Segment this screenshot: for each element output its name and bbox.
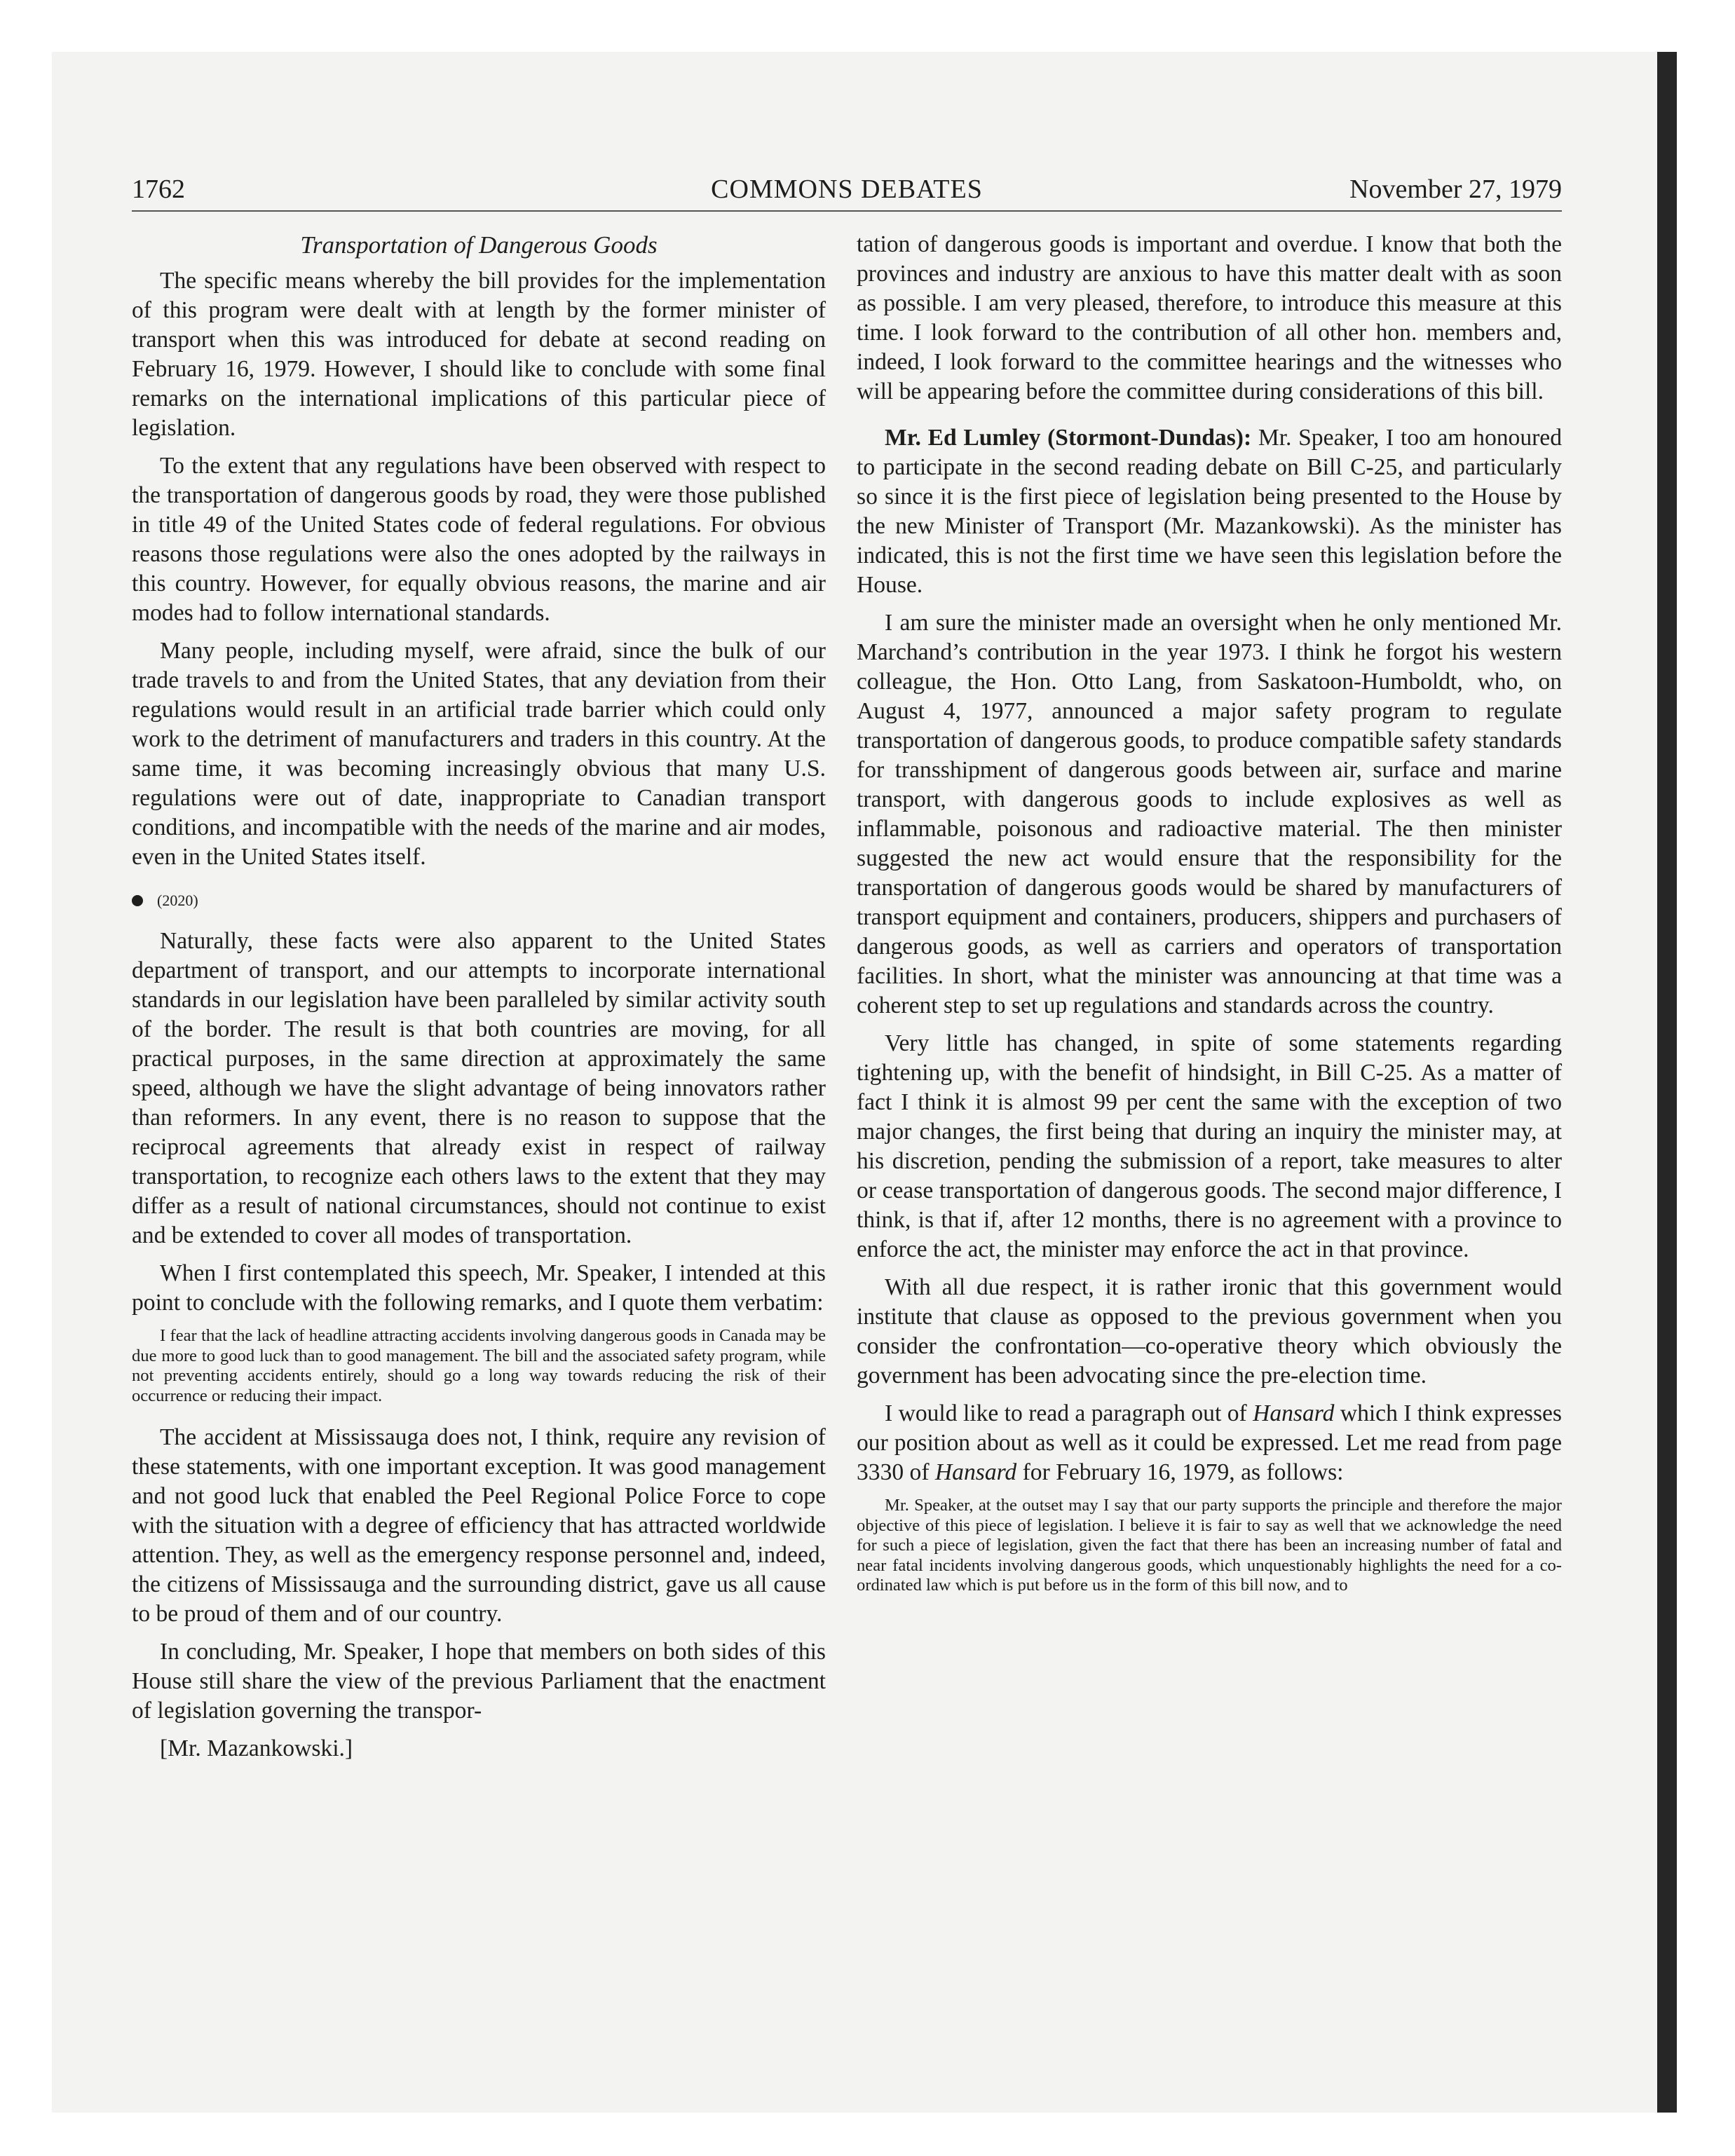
speaker-citation: [Mr. Mazankowski.] (160, 1735, 353, 1761)
block-quote: Mr. Speaker, at the outset may I say that our party supports the principle and therefore the major objective of this piece of legislation. I believe it is fair to say as well that we acknowledge the need for such a piece of legislation, given the fact that there has been an increasing number of fatal and near fatal incidents involving dangerous goods, which unquestionably highlights the need for a co-ordinated law which is put before us in the form of this bill now, and to (857, 1496, 1562, 1595)
paragraph: The specific means whereby the bill provides for the implementation of this program were dealt with at length by the former minister of transport when this was introduced for debate at second reading on February 16, 1979. However, I should like to conclude with some final remarks on the international implications of this particular piece of legislation. (132, 268, 826, 441)
left-column (132, 230, 826, 1772)
paragraph: With all due respect, it is rather ironic that this government would institute that clause as opposed to the previous government when you consider the confrontation—co-operative theory which obviously the government has been advocating since the pre-election time. (857, 1274, 1562, 1389)
timestamp-text: (2020) (157, 892, 198, 909)
paragraph: To the extent that any regulations have been observed with respect to the transportation of dangerous goods by road, they were those published in title 49 of the United States code of federal regulations. For obvious reasons those regulations were also the ones adopted by the railways in this country. However, for equally obvious reasons, the marine and air modes had to follow international standards. (132, 453, 826, 626)
block-quote: I fear that the lack of headline attracting accidents involving dangerous goods in Canada may be due more to good luck than to good management. The bill and the associated safety program, while not preventing accidents entirely, should go a long way towards reducing the risk of their occurrence or reducing their impact. (132, 1326, 826, 1405)
paragraph: In concluding, Mr. Speaker, I hope that members on both sides of this House still share the view of the previous Parliament that the enactment of legislation governing the transpor- (132, 1639, 826, 1724)
right-column (857, 230, 1562, 1613)
section-subheading: Transportation of Dangerous Goods (300, 231, 658, 259)
page-date: November 27, 1979 (1349, 175, 1562, 204)
speaker-name: Mr. Ed Lumley (Stormont-Dundas): (885, 425, 1252, 451)
paragraph: The accident at Mississauga does not, I think, require any revision of these statements, with one important exception. It was good management and not good luck that enabled the Peel Regional Police Force to cope with the situation with a degree of efficiency that has attracted worldwide attention. They, as well as the emergency response personnel and, indeed, the citizens of Mississauga and the surrounding district, gave us all cause to be proud of them and of our country. (132, 1424, 826, 1627)
bullet-icon (132, 895, 143, 906)
hansard-reference: Hansard (1253, 1400, 1335, 1426)
text-run: for February 16, 1979, as follows: (1016, 1459, 1344, 1485)
speech-text: Mr. Speaker, I too am honoured to participate in the second reading debate on Bill C-25, and particularly so since it is the first piece of legislation being presented to the House by the new Minister of Transport (Mr. Mazankowski). As the minister has indicated, this is not the first time we have seen this legislation before the House. (857, 425, 1562, 598)
paragraph: Very little has changed, in spite of some statements regarding tightening up, with the benefit of hindsight, in Bill C-25. As a matter of fact I think it is almost 99 per cent the same with the exception of two major changes, the first being that during an inquiry the minister may, at his discretion, pending the submission of a report, take measures to alter or cease transportation of dangerous goods. The second major difference, I think, is that if, after 12 months, there is no agreement with a province to enforce the act, the minister may enforce the act in that province. (857, 1030, 1562, 1262)
publication-title: COMMONS DEBATES (711, 175, 983, 204)
paragraph: tation of dangerous goods is important and overdue. I know that both the provinces and industry are anxious to have this matter dealt with as soon as possible. I am very pleased, therefore, to introduce this measure at this time. I look forward to the contribution of all other hon. members and, indeed, I look forward to the committee hearings and the witnesses who will be appearing before the committee during considerations of this bill. (857, 231, 1562, 404)
speech-paragraph (857, 423, 1562, 600)
page-header (132, 174, 1562, 212)
page-number: 1762 (132, 175, 185, 204)
paragraph: Naturally, these facts were also apparent to the United States department of transport, and our attempts to incorporate international standards in our legislation have been paralleled by similar activity south of the border. The result is that both countries are moving, for all practical purposes, in the same direction at approximately the same speed, although we have the slight advantage of being innovators rather than reformers. In any event, there is no reason to suppose that the reciprocal agreements that already exist in respect of railway transportation, to recognize each others laws to the extent that they may differ as a result of national circumstances, should not continue to exist and be extended to cover all modes of transportation. (132, 928, 826, 1248)
text-run: which I think expresses our position about as well as it could be expressed. Let me read from page 3330 of (857, 1400, 1562, 1485)
time-marker (132, 890, 826, 911)
paragraph: Many people, including myself, were afraid, since the bulk of our trade travels to and from the United States, that any deviation from their regulations would result in an artificial trade barrier which could only work to the detriment of manufacturers and traders in this country. At the same time, it was becoming increasingly obvious that many U.S. regulations were out of date, inappropriate to Canadian transport conditions, and incompatible with the needs of the marine and air modes, even in the United States itself. (132, 638, 826, 870)
scan-edge-bar (1657, 52, 1677, 2113)
paragraph (857, 1399, 1562, 1487)
paragraph: I am sure the minister made an oversight when he only mentioned Mr. Marchand’s contribution in the year 1973. I think he forgot his western colleague, the Hon. Otto Lang, from Saskatoon-Humboldt, who, on August 4, 1977, announced a major safety program to regulate transportation of dangerous goods, to produce compatible safety standards for transshipment of dangerous goods between air, surface and marine transport, with dangerous goods to include explosives as well as inflammable, poisonous and radioactive material. The then minister suggested the new act would ensure that the responsibility for the transportation of dangerous goods would be shared by manufacturers of transport equipment and containers, producers, shippers and purchasers of dangerous goods, as well as carriers and operators of transportation facilities. In short, what the minister was announcing at that time was a coherent step to set up regulations and standards across the country. (857, 610, 1562, 1018)
text-run: I would like to read a paragraph out of (885, 1400, 1253, 1426)
paragraph: When I first contemplated this speech, Mr. Speaker, I intended at this point to conclude with the following remarks, and I quote them verbatim: (132, 1260, 826, 1316)
hansard-reference: Hansard (934, 1459, 1017, 1485)
